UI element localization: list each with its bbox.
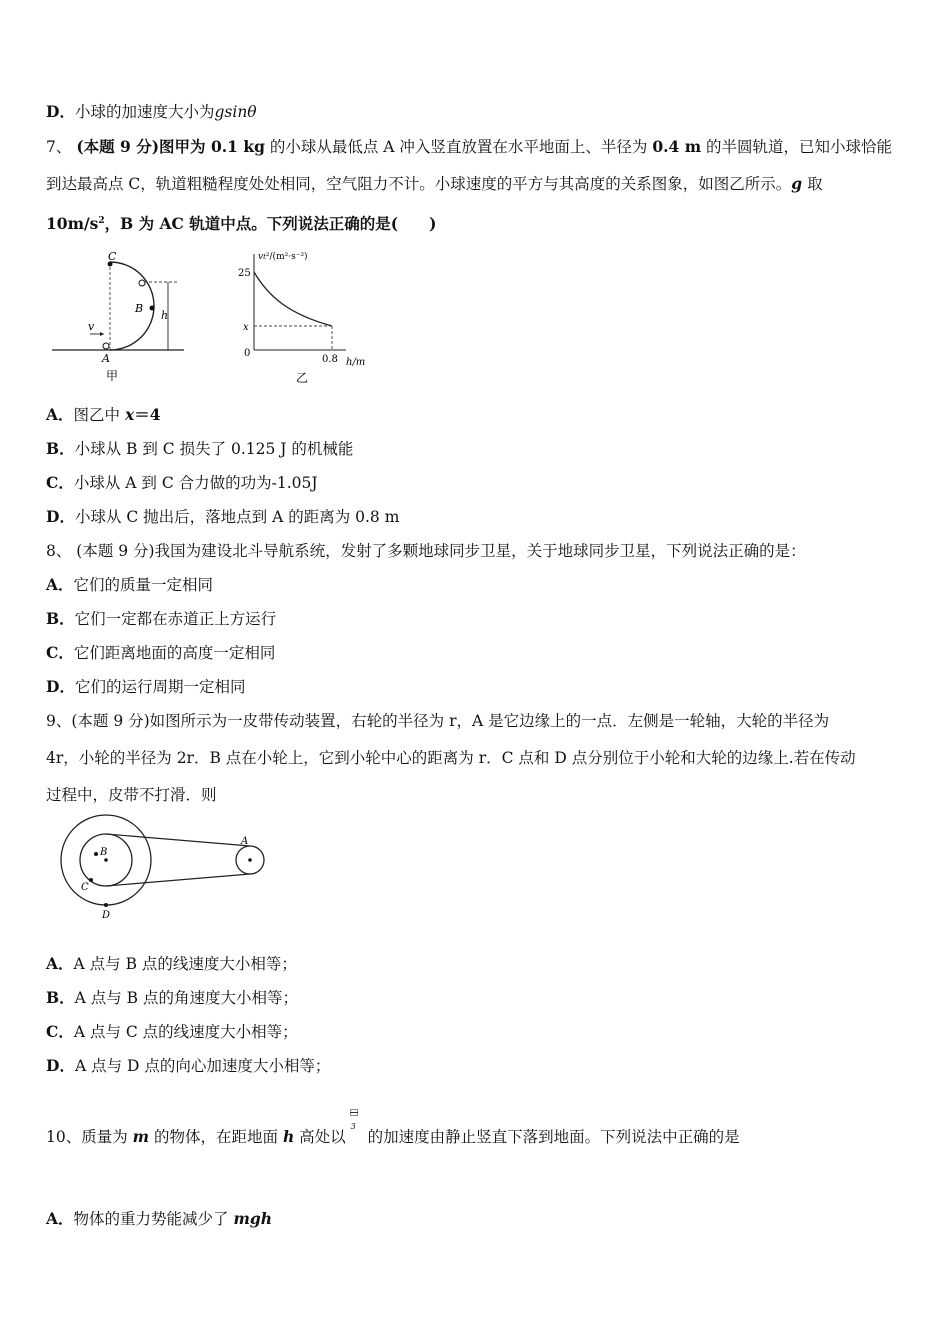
q9-option-a: A．A 点与 B 点的线速度大小相等；: [46, 954, 297, 973]
origin: 0: [244, 348, 251, 359]
tick-25: 25: [238, 268, 251, 279]
q10-fraction: [346, 1108, 368, 1142]
label-a: A: [241, 836, 249, 847]
q7-sup: 2: [98, 216, 105, 226]
q9-stem-line-3: 过程中，皮带不打滑．则: [46, 786, 217, 804]
x-axis-label: h/m: [346, 357, 366, 368]
label-b: B: [135, 302, 144, 315]
q8-option-c: C．它们距离地面的高度一定相同: [46, 643, 276, 662]
q7-stem-line-3: [46, 210, 436, 235]
q7-option-a: A．图乙中 x＝4: [46, 405, 161, 424]
q7-option-b: B．小球从 B 到 C 损失了 0.125 J 的机械能: [46, 439, 354, 458]
label-a: A: [102, 352, 110, 365]
q9-option-b: B．A 点与 B 点的角速度大小相等；: [46, 988, 298, 1007]
q9-figure-belt: [52, 812, 277, 920]
prev-option-d: [46, 101, 257, 123]
q7-g-value: 10m/s: [46, 214, 99, 234]
label-c: C: [81, 882, 89, 893]
y-axis-label: vt²/(m²·s⁻²): [258, 252, 308, 262]
q7-stem-line-1: [46, 136, 892, 158]
option-text: 小球的加速度大小为: [74, 103, 215, 121]
label-d: D: [102, 910, 111, 920]
q8-option-d: D．它们的运行周期一定相同: [46, 677, 246, 696]
fraction-denominator: 3: [350, 1122, 356, 1131]
q7-text: 的小球从最低点 A 冲入竖直放置在水平地面上、半径为: [264, 138, 653, 156]
q7-figure-yi: [228, 246, 378, 386]
tick-08: 0.8: [322, 354, 338, 365]
option-label: D．: [46, 102, 75, 121]
fraction-numerator-box: □: [349, 1108, 359, 1118]
q7-number: 7、: [46, 138, 72, 156]
q7-g: g: [791, 174, 803, 193]
label-h: h: [161, 309, 169, 322]
label-v: v: [88, 320, 95, 333]
tick-x: x: [243, 322, 249, 333]
label-c: C: [108, 250, 117, 263]
q8-option-a: A．它们的质量一定相同: [46, 575, 214, 594]
q7-text: 取: [802, 175, 823, 193]
q7-mass: 0.1 kg: [210, 137, 265, 156]
q8-stem: 8、 (本题 9 分)我国为建设北斗导航系统，发射了多颗地球同步卫星，关于地球同步卫星，下列说法正确的是：: [46, 542, 806, 560]
q7-text: ，B 为 AC 轨道中点。下列说法正确的是( ): [104, 214, 437, 234]
q7-figure-jia: [44, 246, 194, 386]
q8-option-b: B．它们一定都在赤道正上方运行: [46, 609, 277, 628]
q10-stem: 10、质量为 m 的物体，在距地面 h 高处以 □ 3 的加速度由静止竖直下落到地面。下列说法中正确的是: [46, 1126, 740, 1148]
caption-yi: 乙: [296, 371, 309, 385]
q7-option-c: C．小球从 A 到 C 合力做的功为-1.05J: [46, 473, 318, 492]
formula-g: g: [214, 103, 225, 121]
q7-option-d: D．小球从 C 抛出后，落地点到 A 的距离为 0.8 m: [46, 507, 400, 526]
q7-radius: 0.4 m: [652, 137, 702, 156]
q7-text: (本题 9 分)图甲为: [76, 137, 211, 156]
q10-option-a: A．物体的重力势能减少了 mgh: [46, 1209, 272, 1228]
q9-stem-line-1: 9、(本题 9 分)如图所示为一皮带传动装置，右轮的半径为 r，A 是它边缘上的一点．左侧是一轮轴，大轮的半径为: [46, 712, 830, 730]
q9-option-d: D．A 点与 D 点的向心加速度大小相等；: [46, 1056, 331, 1075]
label-b: B: [100, 847, 108, 858]
caption-jia: 甲: [106, 369, 119, 383]
q9-option-c: C．A 点与 C 点的线速度大小相等；: [46, 1022, 298, 1041]
q7-stem-line-2: [46, 173, 823, 195]
q7-text: 的半圆轨道，已知小球恰能: [701, 138, 893, 156]
q9-stem-line-2: 4r，小轮的半径为 2r．B 点在小轮上，它到小轮中心的距离为 r．C 点和 D 点分别位于小轮和大轮的边缘上.若在传动: [46, 749, 856, 767]
q7-text: 到达最高点 C，轨道粗糙程度处处相同，空气阻力不计。小球速度的平方与其高度的关系图象，如图乙所示。: [46, 175, 792, 193]
formula-tail: sinθ: [224, 103, 257, 121]
